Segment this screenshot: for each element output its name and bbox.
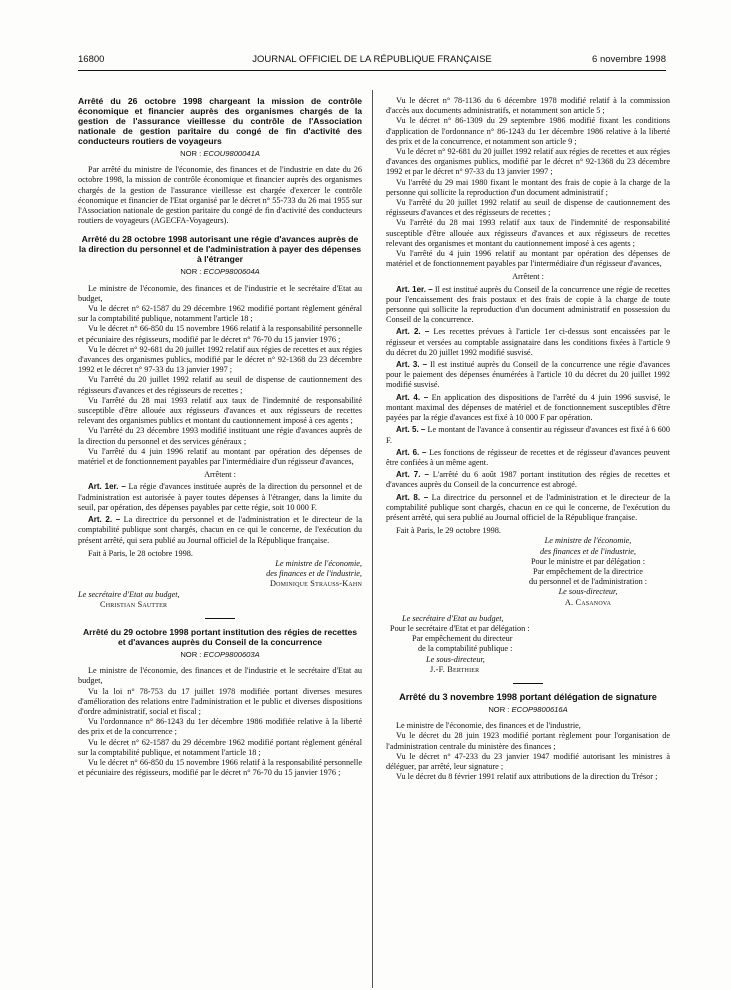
signatory-line: du personnel et de l'administration : bbox=[528, 577, 648, 587]
signatory-line: Par empêchement de la directrice bbox=[533, 566, 643, 576]
separator bbox=[205, 618, 235, 619]
visa: Vu le décret n° 66-850 du 15 novembre 1966 relatif à la responsabilité personnelle et pécuniaire des régisseurs, modifié par le décret n° 76-70 du 15 janvier 1976 ; bbox=[78, 757, 362, 778]
decree-body: Par arrêté du ministre de l'économie, des finances et de l'industrie en date du 26 octobre 1998, la mission de contrôle économique et financier auprès des organismes chargés de la gestion de l'assurance vieillesse est chargée d'exercer le contrôle économique et financier de l'Etat organisé par le décret n° 55-733 du 26 mai 1955 sur l'Association nationale de gestion paritaire du congé de fin d'activité des conducteurs routiers de voyageurs (AGECFA-Voyageurs). bbox=[78, 165, 362, 226]
decree-title: Arrêté du 28 octobre 1998 autorisant une régie d'avances auprès de la direction du personnel et de l'administration à payer des dépenses à l'étranger bbox=[78, 234, 362, 265]
visa: Vu l'arrêté du 4 juin 1996 relatif au montant par opération des dépenses de matériel et de fonctionnement payables par l'intermédiaire d'un régisseur d'avances, bbox=[78, 446, 362, 467]
visa: Vu le décret n° 92-681 du 20 juillet 1992 relatif aux régies de recettes et aux régies d'avances des organismes publics, modifié par le décret n° 92-1368 du 23 décembre 1992 et le décret n° 97-33 du 13 janvier 1997 ; bbox=[78, 344, 362, 375]
visa: Le ministre de l'économie, des finances et de l'industrie et le secrétaire d'Etat au budget, bbox=[78, 283, 362, 303]
article: Art. 5. – Le montant de l'avance à consentir au régisseur d'avances est fixé à 6 600 F. bbox=[386, 425, 670, 445]
signatory-name: Christian Sautter bbox=[100, 599, 168, 609]
signatory-title: Le sous-directeur, bbox=[558, 587, 618, 597]
nor-reference: NOR : ECOU9800041A bbox=[180, 149, 260, 158]
journal-title: JOURNAL OFFICIEL DE LA RÉPUBLIQUE FRANÇAISE bbox=[252, 54, 492, 65]
signatory-line: Par empêchement du directeur bbox=[412, 634, 513, 644]
left-column bbox=[78, 96, 362, 778]
separator bbox=[513, 683, 543, 684]
article: Art. 3. – Il est institué auprès du Conseil de la concurrence une régie d'avances pour le paiement des dépenses énumérées à l'article 10 du décret du 20 juillet 1992 modifié susvisé. bbox=[386, 360, 670, 390]
signatory-line: Pour le ministre et par délégation : bbox=[530, 556, 646, 566]
visa: Vu l'arrêté du 4 juin 1996 relatif au montant par opération des dépenses de matériel et de fonctionnement payables par l'intermédiaire d'un régisseur d'avances, bbox=[386, 249, 670, 269]
visa: Vu le décret du 28 juin 1923 modifié portant règlement pour l'organisation de l'administration centrale du ministère des finances ; bbox=[386, 731, 670, 751]
article: Art. 2. – Les recettes prévues à l'article 1er ci-dessus sont encaissées par le régisseur et versées au comptable assignataire dans les conditions fixées à l'article 9 du décret du 20 juillet 1992 modifié susvisé. bbox=[386, 327, 670, 357]
signatory-name: A. Casanova bbox=[564, 597, 612, 607]
done-at: Fait à Paris, le 29 octobre 1998. bbox=[396, 526, 501, 536]
arretent: Arrêtent : bbox=[204, 470, 236, 480]
right-column bbox=[386, 96, 670, 782]
article: Art. 8. – La directrice du personnel et de l'administration et le directeur de la comptabilité publique sont chargés, chacun en ce qui le concerne, de l'exécution du présent arrêté, qui sera publié au Journal officiel de la République française. bbox=[386, 492, 671, 522]
visa: Vu le décret n° 62-1587 du 29 décembre 1962 modifié portant règlement général sur la comptabilité publique, et notamment l'article 18 ; bbox=[78, 737, 362, 757]
visa: Le ministre de l'économie, des finances et de l'industrie et le secrétaire d'Etat au budget, bbox=[78, 666, 362, 686]
visa: Vu le décret n° 78-1136 du 6 décembre 1978 modifié relatif à la commission d'accès aux documents administratifs, et notamment son article 5 ; bbox=[386, 96, 670, 116]
visa: Vu l'arrêté du 28 mai 1993 relatif aux taux de l'indemnité de responsabilité susceptible d'être allouée aux régisseurs d'avances et aux régisseurs de recettes relevant des organismes et montant du cautionnement imposé à ces agents ; bbox=[386, 218, 670, 248]
issue-date: 6 novembre 1998 bbox=[592, 54, 666, 65]
arretent: Arrêtent : bbox=[512, 272, 544, 282]
visa: Vu l'arrêté du 28 mai 1993 relatif aux taux de l'indemnité de responsabilité susceptible d'être allouée aux régisseurs d'avances et aux régisseurs de recettes relevant des organismes publics et montant du cautionnement imposé à ces agents ; bbox=[78, 395, 362, 426]
signatory-title: Le secrétaire d'Etat au budget, bbox=[78, 589, 180, 599]
header-rule bbox=[78, 70, 666, 71]
visa: Vu la loi n° 78-753 du 17 juillet 1978 modifiée portant diverses mesures d'amélioration des relations entre l'administration et le public et diverses dispositions d'ordre administratif, social et fiscal ; bbox=[78, 686, 362, 716]
article: Art. 7. – L'arrêté du 6 août 1987 portant institution des régies de recettes et d'avances auprès du Conseil de la concurrence est abrogé. bbox=[386, 470, 671, 490]
decree-title: Arrêté du 3 novembre 1998 portant délégation de signature bbox=[399, 691, 657, 702]
signatory-title: des finances et de l'industrie, bbox=[266, 569, 362, 579]
visa: Vu le décret n° 86-1309 du 29 septembre 1986 modifié fixant les conditions d'application de l'ordonnance n° 86-1243 du 1er décembre 1986 relative à la liberté des prix et de la concurrence, et notamment son article 9 ; bbox=[386, 116, 670, 146]
column-divider bbox=[372, 90, 373, 988]
article: Art. 4. – En application des dispositions de l'arrêté du 4 juin 1996 susvisé, le montant maximal des dépenses de matériel et de fonctionnement susceptibles d'être payées par la régie d'avances est fixé à 10 000 F par opération. bbox=[386, 392, 671, 423]
decree-title: Arrêté du 26 octobre 1998 chargeant la mission de contrôle économique et financier auprès des organismes chargés de la gestion de l'assurance vieillesse du contrôle de l'Association nationale de gestion paritaire du congé de fin d'activité des conducteurs routiers de voyageurs bbox=[78, 96, 362, 146]
article: Art. 1er. – La régie d'avances instituée auprès de la direction du personnel et de l'administration est autorisée à payer toutes dépenses à l'étranger, dans la limite du seuil, par opération, des dépenses payables par cette régie, soit 10 000 F. bbox=[78, 482, 362, 512]
article: Art. 1er. – Il est institué auprès du Conseil de la concurrence une régie de recettes pour l'encaissement des frais postaux et des frais de copie à la charge de toute personne qui sollicite la reproduction d'un document administratif en possession du Conseil de la concurrence. bbox=[386, 284, 671, 325]
signatory-name: J.-F. Berthier bbox=[430, 664, 480, 674]
signatory-line: de la comptabilité publique : bbox=[418, 644, 513, 654]
signatory-title: Le secrétaire d'Etat au budget, bbox=[402, 613, 504, 623]
signatory-title: Le ministre de l'économie, bbox=[275, 558, 362, 568]
nor-reference: NOR : ECOP9800604A bbox=[180, 267, 260, 277]
done-at: Fait à Paris, le 28 octobre 1998. bbox=[88, 548, 193, 558]
visa: Vu le décret du 8 février 1991 relatif aux attributions de la direction du Trésor ; bbox=[396, 772, 658, 782]
signatory-title: Le sous-directeur, bbox=[426, 654, 485, 664]
visa: Vu l'arrêté du 20 juillet 1992 relatif au seuil de dispense de cautionnement des régisseurs d'avances et des régisseurs de recettes ; bbox=[386, 198, 670, 218]
visa: Vu le décret n° 92-681 du 20 juillet 1992 relatif aux régies de recettes et aux régies d'avances des organismes publics, modifié par le décret n° 92-1368 du 23 décembre 1992 et par le décret n° 97-33 du 13 janvier 1997 ; bbox=[386, 147, 670, 177]
signatory-title: des finances et de l'industrie, bbox=[540, 546, 636, 556]
visa: Vu l'ordonnance n° 86-1243 du 1er décembre 1986 modifiée relative à la liberté des prix et de la concurrence ; bbox=[78, 717, 362, 737]
running-header bbox=[78, 54, 666, 68]
signature-block bbox=[386, 536, 670, 607]
visa: Vu l'arrêté du 20 juillet 1992 relatif au seuil de dispense de cautionnement des régisseurs d'avances et des régisseurs de recettes ; bbox=[78, 375, 362, 395]
visa: Le ministre de l'économie, des finances et de l'industrie, bbox=[396, 721, 581, 731]
article: Art. 2. – La directrice du personnel et de l'administration et le directeur de la comptabilité publique sont chargés, chacun en ce qui le concerne, de l'exécution du présent arrêté, qui sera publié au Journal officiel de la République française. bbox=[78, 515, 363, 545]
signatory-title: Le ministre de l'économie, bbox=[544, 536, 632, 546]
page-number: 16800 bbox=[78, 54, 105, 65]
visa: Vu l'arrêté du 23 décembre 1993 modifié instituant une régie d'avances auprès de la direction du personnel et des services généraux ; bbox=[78, 426, 362, 446]
signatory-name: Dominique Strauss-Kahn bbox=[269, 579, 362, 589]
visa: Vu l'arrêté du 29 mai 1980 fixant le montant des frais de copie à la charge de la personne qui sollicite la reproduction d'un document administratif ; bbox=[386, 177, 670, 197]
nor-reference: NOR : ECOP9800616A bbox=[488, 704, 568, 714]
signature-block bbox=[386, 614, 670, 675]
visa: Vu le décret n° 47-233 du 23 janvier 1947 modifié autorisant les ministres à déléguer, par arrêté, leur signature ; bbox=[386, 751, 670, 771]
decree-title: Arrêté du 29 octobre 1998 portant institution des régies de recettes et d'avances auprès du Conseil de la concurrence bbox=[82, 626, 358, 647]
visa: Vu le décret n° 62-1587 du 29 décembre 1962 modifié portant règlement général sur la comptabilité publique, notamment l'article 18 ; bbox=[78, 304, 362, 324]
visa: Vu le décret n° 66-850 du 15 novembre 1966 relatif à la responsabilité personnelle et pécuniaire des régisseurs, modifié par le décret n° 76-70 du 15 janvier 1976 ; bbox=[78, 324, 362, 344]
nor-reference: NOR : ECOP9800603A bbox=[180, 649, 260, 659]
article: Art. 6. – Les fonctions de régisseur de recettes et de régisseur d'avances peuvent être confiées à un même agent. bbox=[386, 447, 670, 467]
signatory-line: Pour le secrétaire d'Etat et par délégation : bbox=[390, 623, 530, 633]
